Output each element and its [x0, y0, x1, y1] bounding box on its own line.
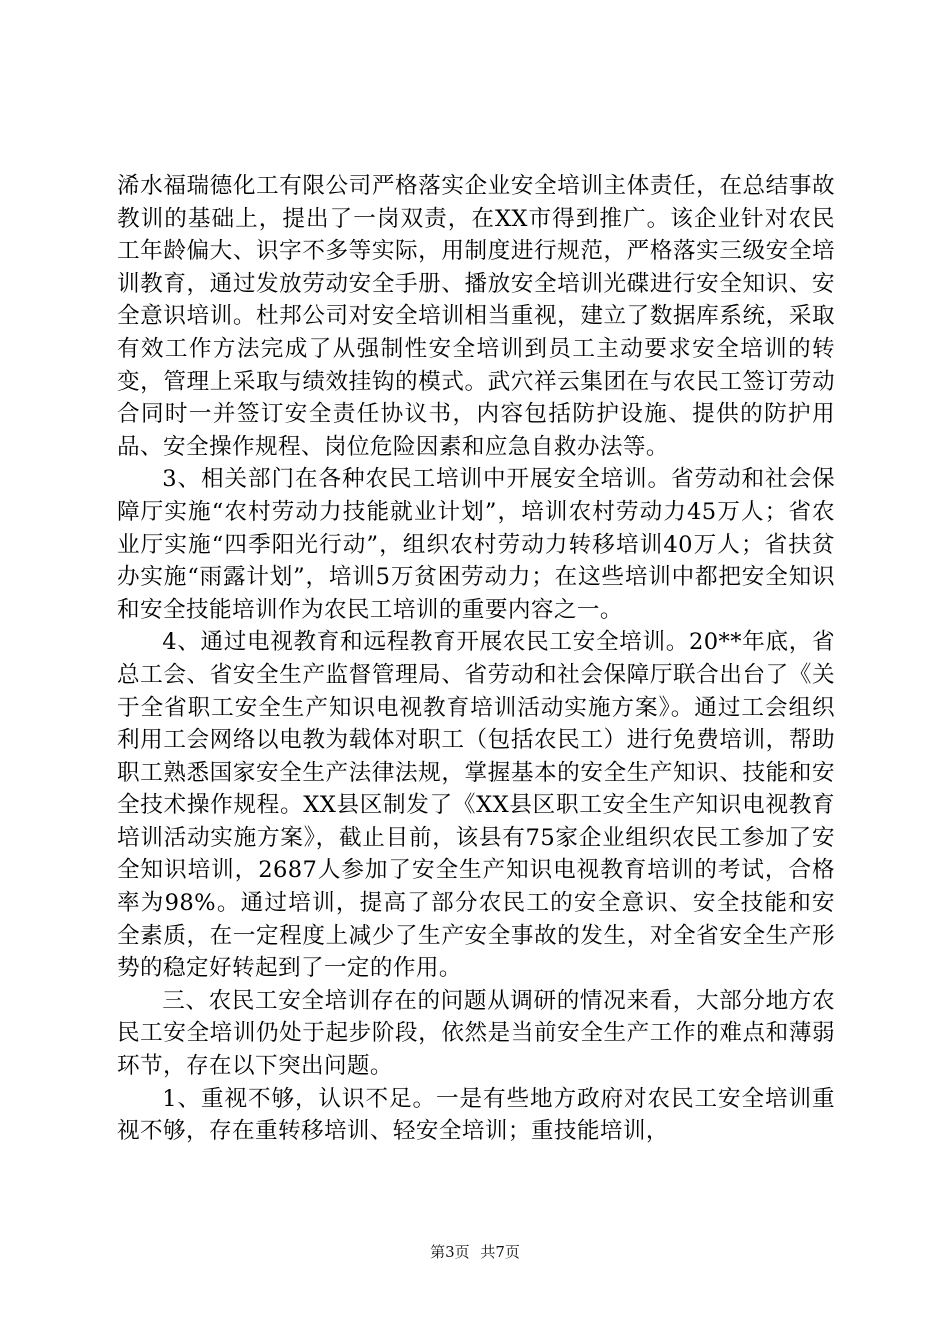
page-total: 共7页: [480, 1243, 520, 1261]
paragraph-item-4: 4、通过电视教育和远程教育开展农民工安全培训。20**年底，省总工会、省安全生产监督管理局、省劳动和社会保障厅联合出台了《关于全省职工安全生产知识电视教育培训活动实施方案》。通过工会组织利用工会网络以电教为载体对职工（包括农民工）进行免费培训，帮助职工熟悉国家安全生产法律法规，掌握基本的安全生产知识、技能和安全技术操作规程。XX县区制发了《XX县区职工安全生产知识电视教育培训活动实施方案》，截止目前，该县有75家企业组织农民工参加了安全知识培训，2687人参加了安全生产知识电视教育培训的考试，合格率为98%。通过培训，提高了部分农民工的安全意识、安全技能和安全素质，在一定程度上减少了生产安全事故的发生，对全省安全生产形势的稳定好转起到了一定的作用。: [117, 629, 835, 982]
paragraph-section-3: 三、农民工安全培训存在的问题从调研的情况来看，大部分地方农民工安全培训仍处于起步阶段，依然是当前安全生产工作的难点和薄弱环节，存在以下突出问题。: [117, 987, 835, 1080]
document-body: [117, 170, 835, 1148]
page-footer: [0, 1242, 950, 1262]
paragraph-issue-1: 1、重视不够，认识不足。一是有些地方政府对农民工安全培训重视不够，存在重转移培训、轻安全培训；重技能培训，: [117, 1085, 835, 1145]
paragraph-item-3: 3、相关部门在各种农民工培训中开展安全培训。省劳动和社会保障厅实施“农村劳动力技能就业计划”，培训农村劳动力45万人；省农业厅实施“四季阳光行动”，组织农村劳动力转移培训40万人；省扶贫办实施“雨露计划”，培训5万贫困劳动力；在这些培训中都把安全知识和安全技能培训作为农民工培训的重要内容之一。: [117, 466, 835, 623]
page-number: 第3页: [430, 1243, 470, 1261]
paragraph-company-cases: 浠水福瑞德化工有限公司严格落实企业安全培训主体责任，在总结事故教训的基础上，提出了一岗双责，在XX市得到推广。该企业针对农民工年龄偏大、识字不多等实际，用制度进行规范，严格落实三级安全培训教育，通过发放劳动安全手册、播放安全培训光碟进行安全知识、安全意识培训。杜邦公司对安全培训相当重视，建立了数据库系统，采取有效工作方法完成了从强制性安全培训到员工主动要求安全培训的转变，管理上采取与绩效挂钩的模式。武穴祥云集团在与农民工签订劳动合同时一并签订安全责任协议书，内容包括防护设施、提供的防护用品、安全操作规程、岗位危险因素和应急自救办法等。: [117, 173, 835, 460]
